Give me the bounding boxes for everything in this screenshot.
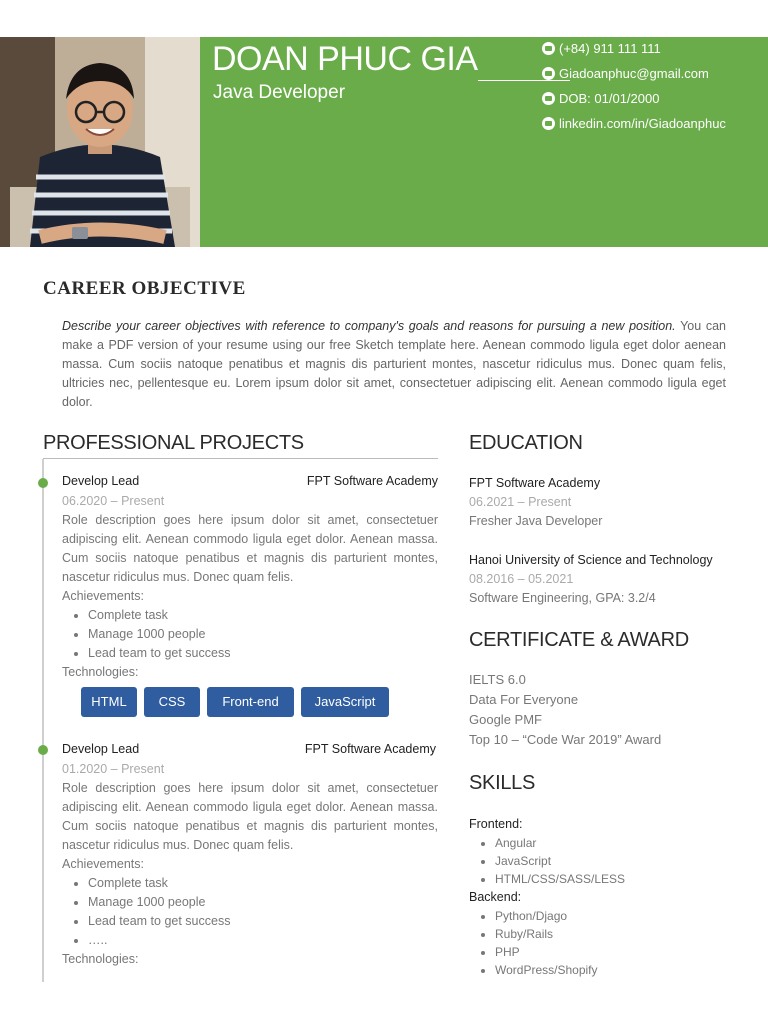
tag-front-end: Front-end bbox=[207, 687, 294, 717]
achievements-label: Achievements: bbox=[62, 589, 144, 603]
tag-css: CSS bbox=[144, 687, 200, 717]
technology-tags bbox=[62, 687, 438, 717]
tag-html: HTML bbox=[81, 687, 137, 717]
list-item: • Python/Djago bbox=[495, 907, 749, 925]
job-title: Java Developer bbox=[213, 82, 346, 103]
contact-list bbox=[542, 36, 726, 136]
education-heading: EDUCATION bbox=[469, 432, 583, 454]
timeline-dot bbox=[38, 478, 48, 488]
project-role: Develop Lead bbox=[62, 474, 140, 488]
project-company: FPT Software Academy bbox=[306, 474, 438, 488]
skills-list bbox=[469, 815, 749, 979]
list-item: • Ruby/Rails bbox=[495, 925, 749, 943]
skills-heading: SKILLS bbox=[469, 772, 536, 794]
achievements-list bbox=[62, 874, 438, 950]
achievements-list bbox=[62, 606, 438, 663]
career-objective-heading: CAREER OBJECTIVE bbox=[43, 278, 246, 299]
certificates-list bbox=[469, 670, 749, 750]
contact-phone-text: (+84) 911 111 111 bbox=[559, 41, 661, 56]
technologies-label: Technologies: bbox=[62, 952, 139, 966]
contact-email-text[interactable]: Giadoanphuc@gmail.com bbox=[559, 66, 709, 81]
achievements-label: Achievements: bbox=[62, 857, 144, 871]
certificates-heading: CERTIFICATE & AWARD bbox=[469, 629, 689, 651]
skill-group-label: Frontend: bbox=[469, 817, 523, 831]
project-date: 06.2020 – Present bbox=[62, 494, 165, 508]
project-item bbox=[62, 474, 438, 717]
list-item: • Manage 1000 people bbox=[88, 625, 438, 644]
contact-linkedin[interactable] bbox=[542, 111, 726, 136]
certificate-item: IELTS 6.0 bbox=[469, 672, 526, 687]
list-item: • ….. bbox=[88, 931, 438, 950]
education-date: 08.2016 – 05.2021 bbox=[469, 572, 574, 586]
email-icon bbox=[542, 67, 555, 80]
certificate-item: Google PMF bbox=[469, 712, 542, 727]
calendar-icon bbox=[542, 92, 555, 105]
technologies-label: Technologies: bbox=[62, 665, 139, 679]
candidate-name: DOAN PHUC GIA bbox=[212, 40, 478, 78]
education-school: Hanoi University of Science and Technology bbox=[469, 553, 713, 567]
project-role: Develop Lead bbox=[62, 742, 140, 756]
list-item: • Lead team to get success bbox=[88, 644, 438, 663]
linkedin-icon bbox=[542, 117, 555, 130]
profile-photo bbox=[0, 37, 200, 247]
phone-icon bbox=[542, 42, 555, 55]
project-company: FPT Software Academy bbox=[304, 742, 436, 756]
project-date: 01.2020 – Present bbox=[62, 762, 165, 776]
list-item: • JavaScript bbox=[495, 852, 749, 870]
education-detail: Fresher Java Developer bbox=[469, 514, 603, 528]
education-item bbox=[469, 474, 749, 531]
list-item: • PHP bbox=[495, 943, 749, 961]
skill-group-items bbox=[469, 834, 749, 888]
certificate-item: Data For Everyone bbox=[469, 692, 579, 707]
education-date: 06.2021 – Present bbox=[469, 495, 572, 509]
career-objective-text bbox=[62, 317, 726, 412]
projects-timeline bbox=[42, 459, 44, 982]
contact-dob-text: DOB: 01/01/2000 bbox=[559, 91, 660, 106]
list-item: • Manage 1000 people bbox=[88, 893, 438, 912]
list-item: • Angular bbox=[495, 834, 749, 852]
contact-dob bbox=[542, 86, 726, 111]
list-item: • Complete task bbox=[88, 874, 438, 893]
timeline-dot bbox=[38, 745, 48, 755]
education-school: FPT Software Academy bbox=[469, 476, 601, 490]
project-description: Role description goes here ipsum dolor sit amet, consectetuer adipiscing elit. Aenean commodo ligula eget dolor. Aenean massa. Cum sociis natoque penatibus et magnis dis parturient montes, nascetur ridiculus mus. Donec quam felis. bbox=[62, 513, 438, 584]
objective-body: You can make a PDF version of your resume using our free Sketch template here. Aenean commodo ligula eget dolor aenean massa. Cum sociis natoque penatibus et magnis dis parturient montes, nascetur ridiculus mus. Donec quam felis, ultricies nec, pellentesque eu. Lorem ipsum dolor sit amet, consectetuer adipiscing elit. Aenean commodo ligula eget dolor. bbox=[62, 319, 726, 409]
list-item: • Complete task bbox=[88, 606, 438, 625]
contact-phone bbox=[542, 36, 726, 61]
list-item: • Lead team to get success bbox=[88, 912, 438, 931]
certificate-item: Top 10 – “Code War 2019” Award bbox=[469, 732, 662, 747]
tag-javascript: JavaScript bbox=[301, 687, 389, 717]
project-item bbox=[62, 742, 438, 969]
list-item: • HTML/CSS/SASS/LESS bbox=[495, 870, 749, 888]
project-description: Role description goes here ipsum dolor sit amet, consectetuer adipiscing elit. Aenean commodo ligula eget dolor. Aenean massa. Cum sociis natoque penatibus et magnis dis parturient montes, nascetur ridiculus mus. Donec quam felis. bbox=[62, 781, 438, 852]
contact-email[interactable] bbox=[542, 61, 726, 86]
skill-group-label: Backend: bbox=[469, 890, 522, 904]
projects-heading: PROFESSIONAL PROJECTS bbox=[43, 432, 304, 454]
list-item: • WordPress/Shopify bbox=[495, 961, 749, 979]
contact-linkedin-text[interactable]: linkedin.com/in/Giadoanphuc bbox=[559, 116, 726, 131]
skill-group-items bbox=[469, 907, 749, 979]
projects-divider bbox=[43, 458, 438, 459]
education-detail: Software Engineering, GPA: 3.2/4 bbox=[469, 591, 656, 605]
education-item bbox=[469, 551, 749, 608]
objective-lead: Describe your career objectives with reference to company's goals and reasons for pursuing a new position. bbox=[62, 319, 676, 333]
